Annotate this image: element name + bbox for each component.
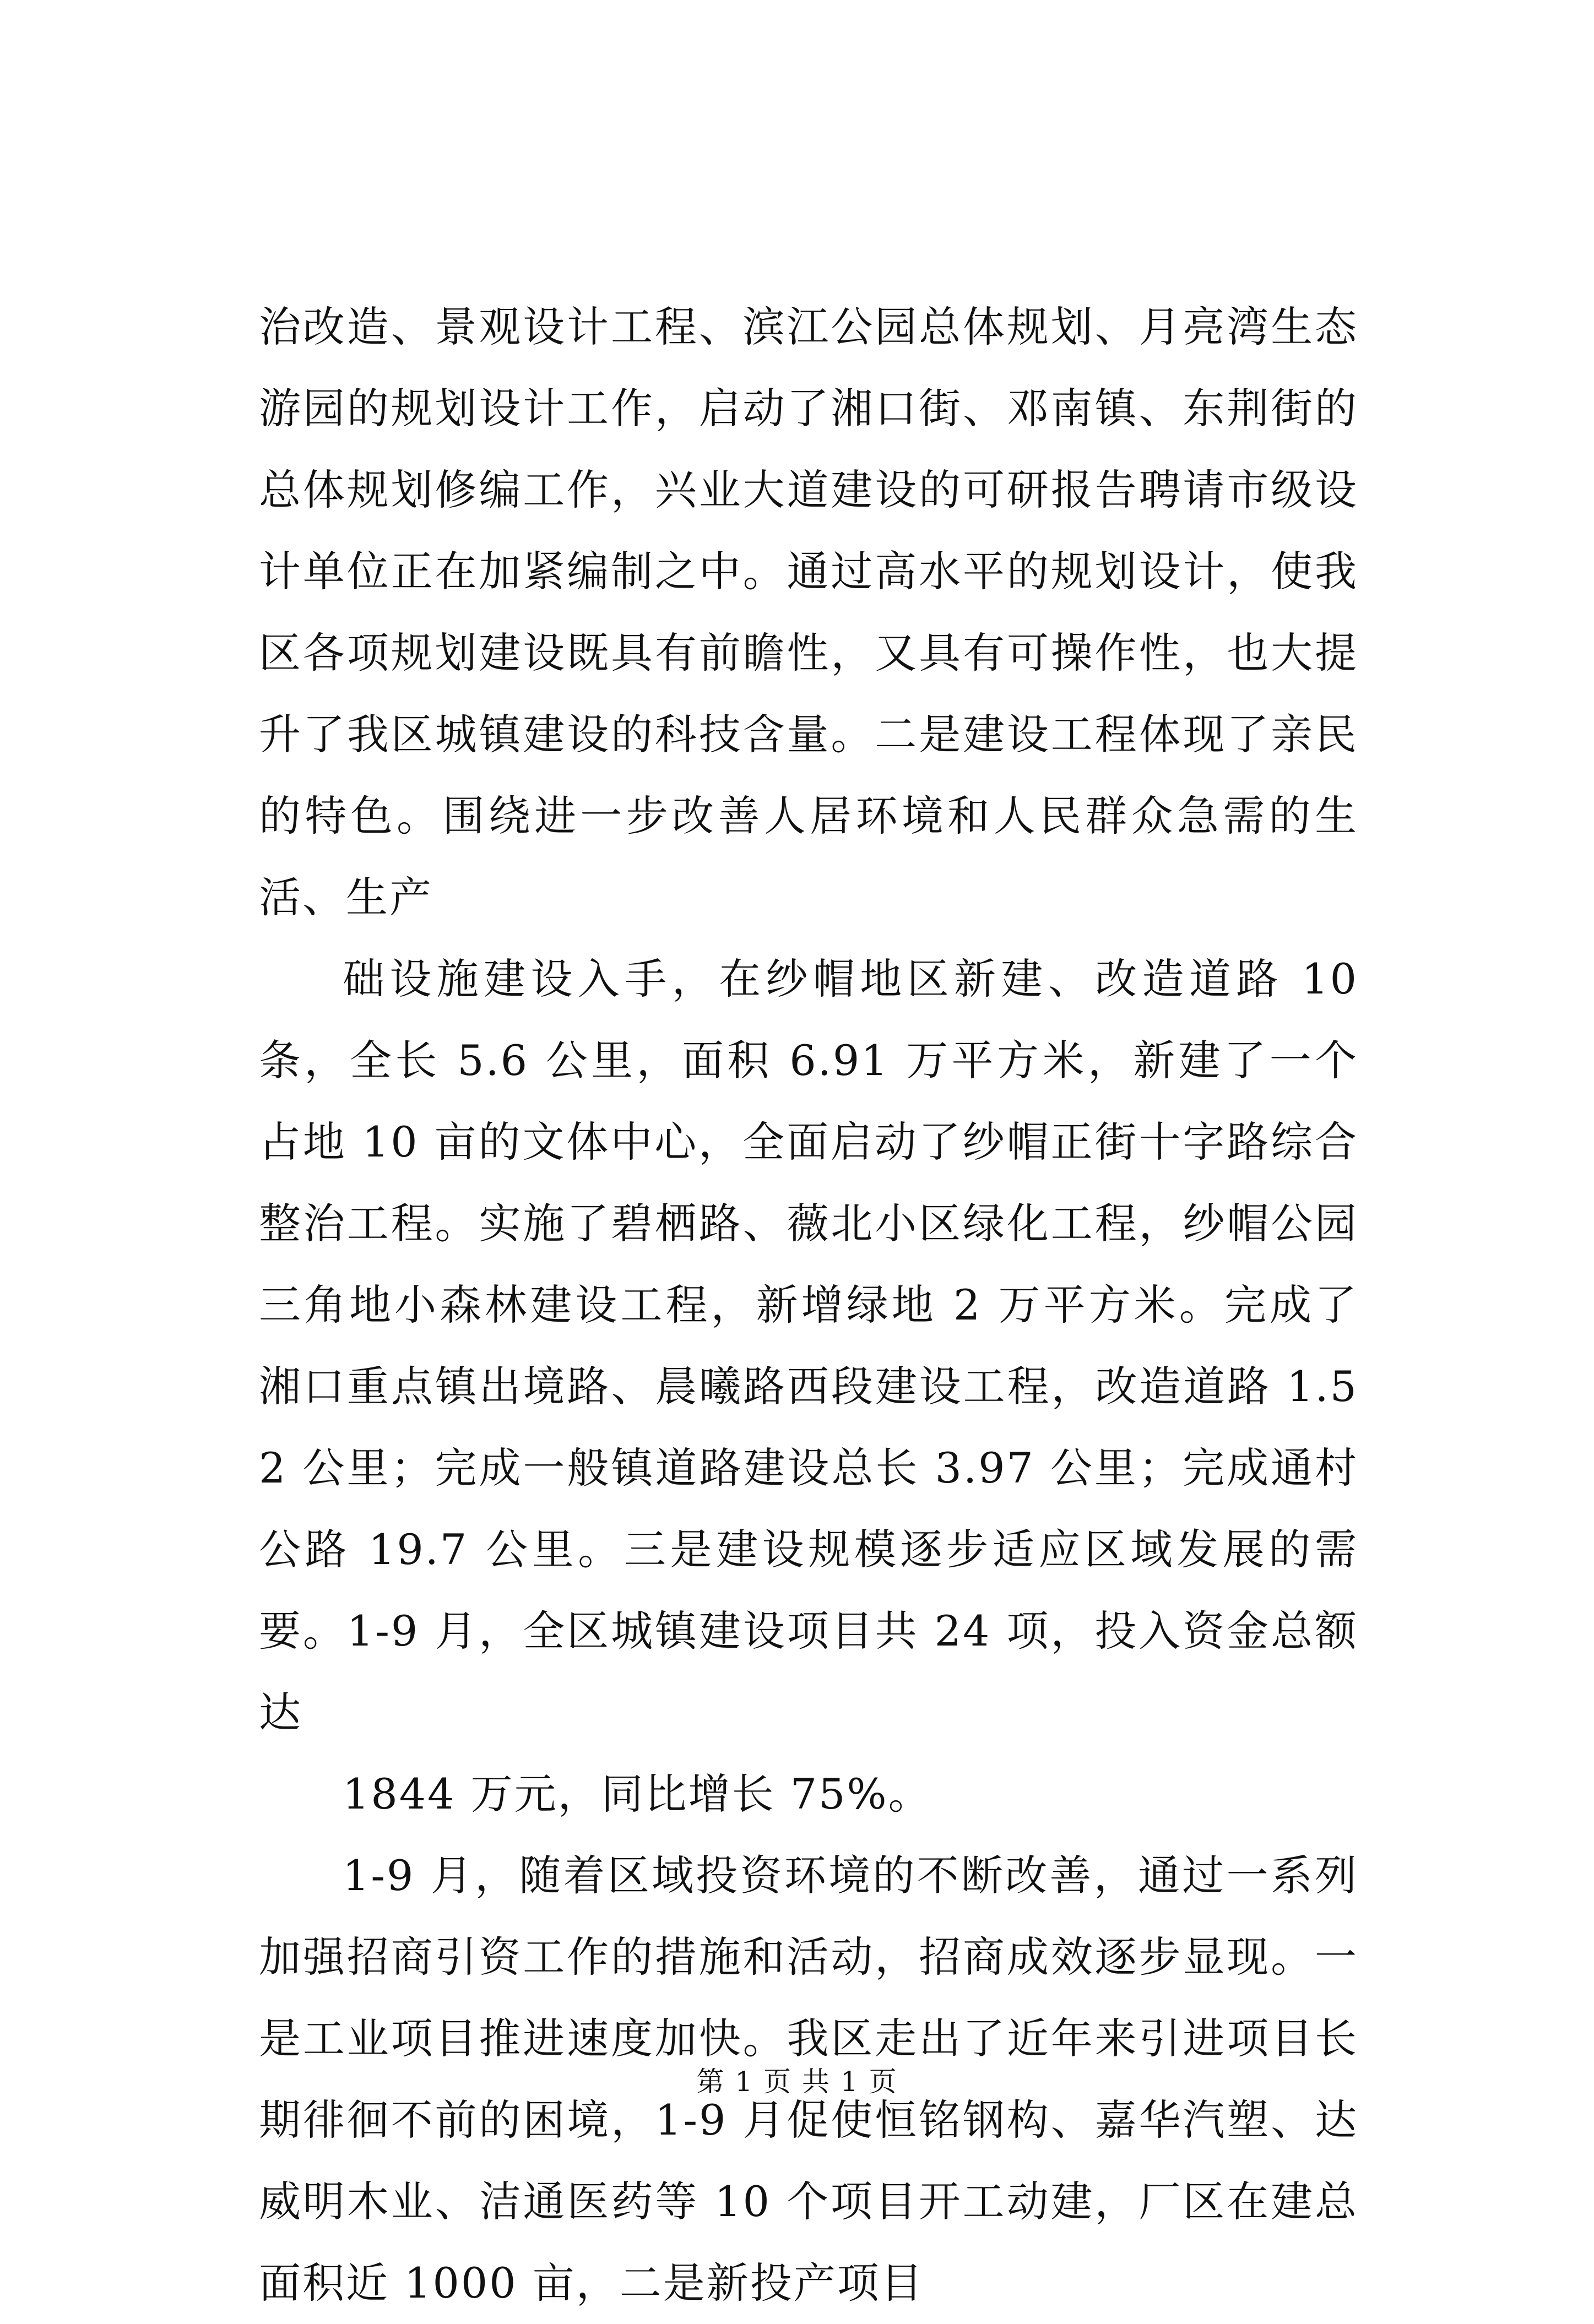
paragraph-3: 1844 万元，同比增长 75%。 [343,1769,932,1818]
page-footer: 第 1 页 共 1 页 [696,2066,898,2098]
body-text [259,286,1358,2324]
paragraph-1: 治改造、景观设计工程、滨江公园总体规划、月亮湾生态游园的规划设计工作，启动了湘口街、邓南镇、东荆街的总体规划修编工作，兴业大道建设的可研报告聘请市级设计单位正在加紧编制之中。通过高水平的规划设计，使我区各项规划建设既具有前瞻性，又具有可操作性，也大提升了我区城镇建设的科技含量。二是建设工程体现了亲民的特色。围绕进一步改善人居环境和人民群众急需的生活、生产 [259,302,1358,922]
paragraph-4: 1-9 月，随着区域投资环境的不断改善，通过一系列加强招商引资工作的措施和活动，招商成效逐步显现。一是工业项目推进速度加快。我区走出了近年来引进项目长期徘徊不前的困境，1-9 月促使恒铭钢构、嘉华汽塑、达威明木业、洁通医药等 10 个项目开工动建，厂区在建总面积近 1000 亩，二是新投产项目 [259,1851,1358,2307]
paragraph-2: 础设施建设入手，在纱帽地区新建、改造道路 10 条，全长 5.6 公里，面积 6.91 万平方米，新建了一个占地 10 亩的文体中心，全面启动了纱帽正街十字路综合整治工程。实施了碧栖路、薇北小区绿化工程，纱帽公园三角地小森林建设工程，新增绿地 2 万平方米。完成了湘口重点镇出境路、晨曦路西段建设工程，改造道路 1.52 公里；完成一般镇道路建设总长 3.97 公里；完成通村公路 19.7 公里。三是建设规模逐步适应区域发展的需要。1-9 月，全区城镇建设项目共 24 项，投入资金总额达 [259,954,1358,1737]
